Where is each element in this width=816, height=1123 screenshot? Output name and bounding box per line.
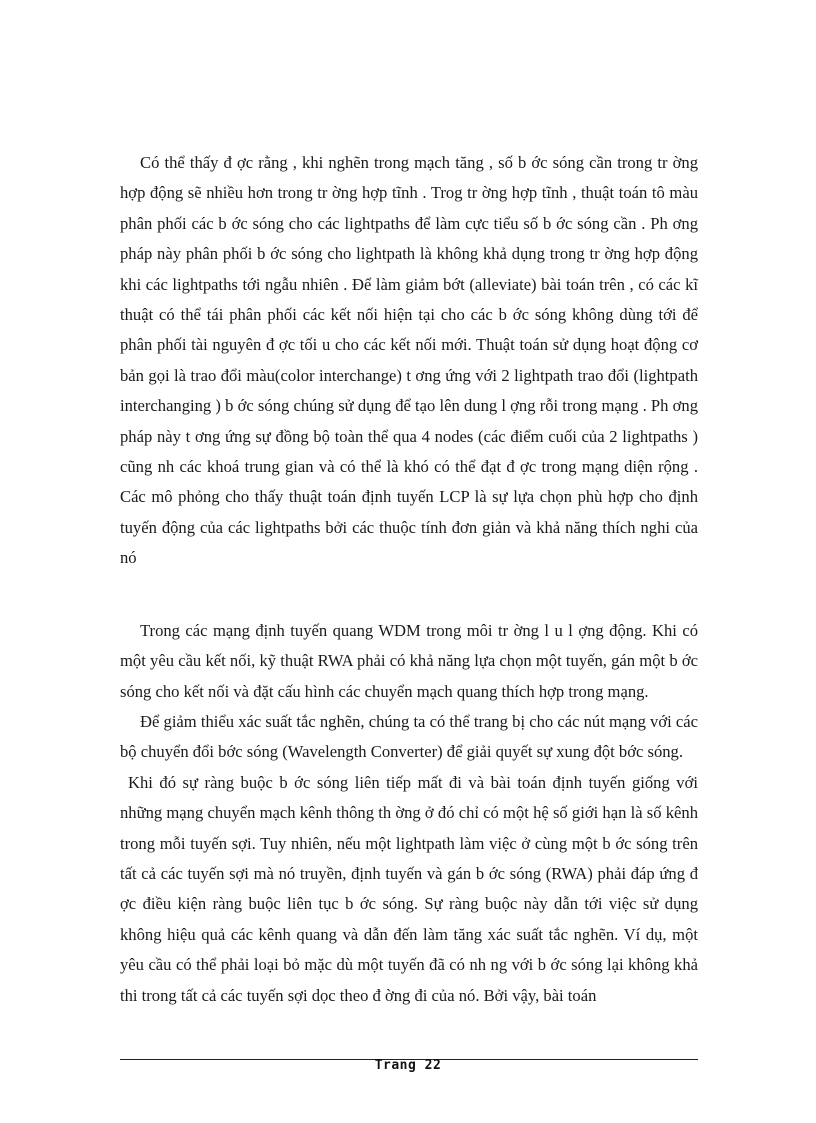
paragraph-gap bbox=[120, 574, 698, 616]
paragraph-4: Khi đó sự ràng buộc b ớc sóng liên tiếp mất đi và bài toán định tuyến giống với những mạng chuyển mạch kênh thông th ờng ở đó chỉ có một hệ số giới hạn là số kênh trong mỗi tuyến sợi. Tuy nhiên, nếu một lightpath làm việc ở cùng một b ớc sóng trên tất cả các tuyến sợi mà nó truyền, định tuyến và gán b ớc sóng (RWA) phải đáp ứng đ ợc điều kiện ràng buộc liên tục b ớc sóng. Sự ràng buộc này dẫn tới việc sử dụng không hiệu quả các kênh quang và dẫn đến làm tăng xác suất tắc nghẽn. Ví dụ, một yêu cầu có thể phải loại bỏ mặc dù một tuyến đã có nh ng với b ớc sóng lại không khả thi trong tất cả các tuyến sợi dọc theo đ ờng đi của nó. Bởi vậy, bài toán bbox=[120, 772, 698, 1005]
paragraph-2: Trong các mạng định tuyến quang WDM trong môi tr ờng l u l ợng động. Khi có một yêu cầu kết nối, kỹ thuật RWA phải có khả năng lựa chọn một tuyến, gán một b ớc sóng cho kết nối và đặt cấu hình các chuyển mạch quang thích hợp trong mạng. bbox=[120, 620, 698, 701]
paragraph-3: Để giảm thiểu xác suất tắc nghẽn, chúng ta có thể trang bị cho các nút mạng với các bộ chuyển đổi bớc sóng (Wavelength Converter) để giải quyết sự xung đột bớc sóng. bbox=[120, 711, 698, 762]
document-body bbox=[120, 148, 698, 1011]
page-number: Trang 22 bbox=[374, 1058, 442, 1073]
paragraph-1: Có thể thấy đ ợc rằng , khi nghẽn trong mạch tăng , số b ớc sóng cần trong tr ờng hợp động sẽ nhiều hơn trong tr ờng hợp tĩnh . Trog tr ờng hợp tĩnh , thuật toán tô màu phân phối các b ớc sóng cho các lightpaths để làm cực tiểu số b ớc sóng cần . Ph ơng pháp này phân phối b ớc sóng cho lightpath là không khả dụng trong tr ờng hợp động khi các lightpaths tới ngẫu nhiên . Để làm giảm bớt (alleviate) bài toán trên , có các kĩ thuật có thể tái phân phối các kết nối hiện tại cho các b ớc sóng không dùng tới để phân phối tài nguyên đ ợc tối u cho các kết nối mới. Thuật toán sử dụng hoạt động cơ bản gọi là trao đổi màu(color interchange) t ơng ứng với 2 lightpath trao đổi (lightpath interchanging ) b ớc sóng chúng sử dụng để tạo lên dung l ợng rỗi trong mạng . Ph ơng pháp này t ơng ứng sự đồng bộ toàn thể qua 4 nodes (các điểm cuối của 2 lightpaths ) cũng nh các khoá trung gian và có thể là khó có thể đạt đ ợc trong mạng diện rộng . Các mô phỏng cho thấy thuật toán định tuyến LCP là sự lựa chọn phù hợp cho định tuyến động của các lightpaths bởi các thuộc tính đơn giản và khả năng thích nghi của nó bbox=[120, 153, 698, 568]
